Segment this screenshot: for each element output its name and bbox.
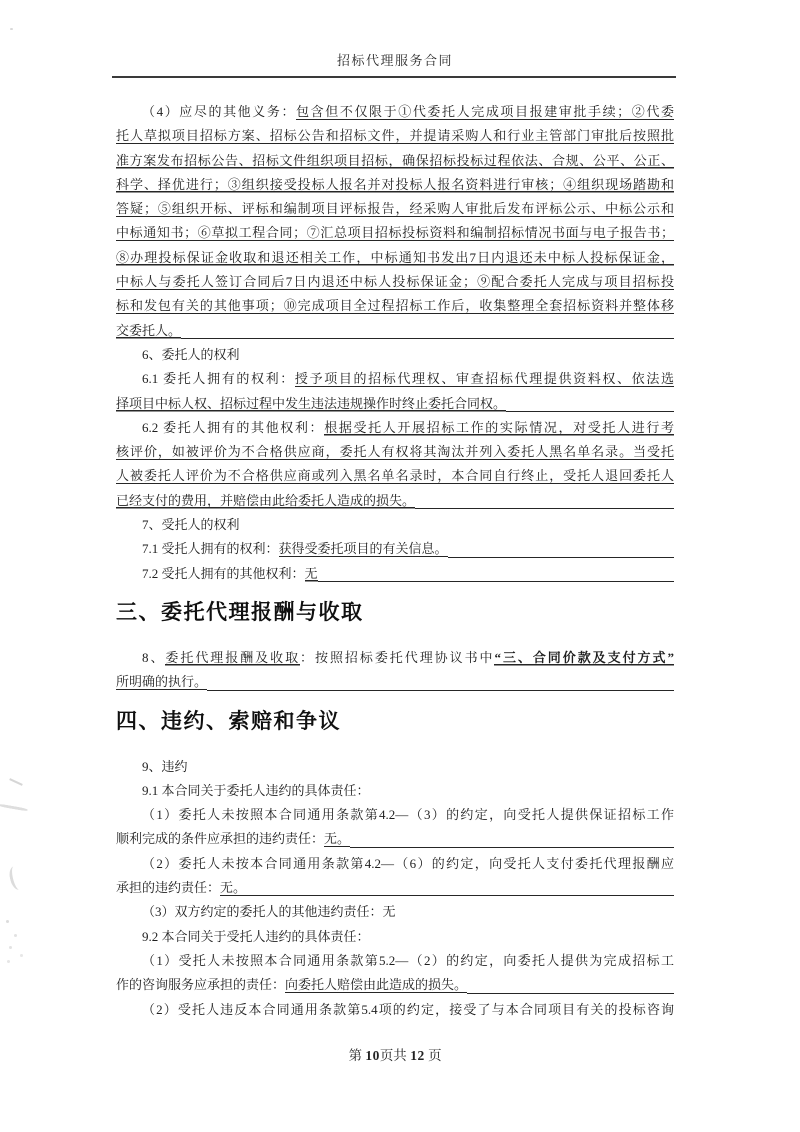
plain-text: 作的咨询服务应承担的责任：: [116, 977, 286, 993]
plain-text: 9、违约: [142, 758, 188, 774]
plain-text: 10: [365, 1048, 380, 1063]
plain-text: 7、受托人的权利: [142, 517, 240, 533]
underlined-text: 科学、择优进行；③组织接受投标人报名并对投标人报名资料进行审核；④组织现场踏勘和: [116, 176, 674, 192]
underlined-text: 交委托人。: [116, 322, 182, 338]
section-heading: [116, 598, 674, 628]
plain-text: 8、: [142, 649, 166, 665]
scan-smudge: [7, 865, 25, 891]
paragraph-line: [116, 852, 674, 876]
paragraph-line: [116, 100, 674, 124]
line-text: [142, 562, 318, 586]
paragraph-line: [116, 900, 674, 924]
underlined-text: 核评价，如被评价为不合格供应商，委托人有权将其淘汰并列入委托人黑名单名录。当受托: [116, 444, 674, 460]
line-text: [116, 827, 350, 851]
paragraph-line: [116, 319, 674, 343]
paragraph-line: [116, 343, 674, 367]
plain-text: 7.2 受托人拥有的其他权利：: [142, 565, 305, 581]
plain-text: 页: [424, 1048, 442, 1063]
underlined-text: 包含但不仅限于①代委托人完成项目报建审批手续；②代委: [296, 104, 674, 119]
paragraph-line: [116, 489, 674, 513]
underlined-text: 获得受委托项目的有关信息。: [278, 541, 448, 557]
line-text: [116, 489, 415, 513]
plain-text: （1）受托人未按照本合同通用条款第5.2—（2）的约定，向委托人提供为完成招标工: [142, 952, 674, 968]
page-footer: [116, 1044, 674, 1064]
paragraph-line: [116, 779, 674, 803]
underlined-text: 无。: [324, 831, 351, 847]
paragraph-line: [116, 416, 674, 440]
page-header-title: 招标代理服务合同: [336, 53, 453, 68]
blank-underline-trail: [207, 670, 674, 694]
paragraph-line: [116, 562, 674, 586]
paragraph-line: [116, 755, 674, 779]
underlined-text: 择项目中标人权、招标过程中发生违法违规操作时终止委托合同权。: [116, 395, 507, 411]
paragraph-line: [116, 367, 674, 391]
plain-text: 6.1 委托人拥有的权利：: [142, 371, 295, 387]
contract-body: [116, 100, 674, 1022]
scan-smudge: [0, 803, 28, 811]
paragraph-line: [116, 392, 674, 416]
paragraph-line: [116, 124, 674, 148]
underlined-text: 委托代理报酬及收取: [165, 649, 301, 665]
paragraph-line: [116, 646, 674, 670]
line-text: [116, 319, 181, 343]
paragraph-line: [116, 949, 674, 973]
section-heading: [116, 707, 674, 737]
line-text: [142, 537, 448, 561]
underlined-text: “三、合同价款及支付方式”: [494, 649, 674, 665]
blank-underline-trail: [448, 537, 674, 561]
underlined-text: 所明确的执行。: [116, 674, 208, 690]
paragraph-line: [116, 464, 674, 488]
scan-smudge: [10, 28, 13, 30]
header-rule: [112, 76, 676, 78]
plain-text: 三、委托代理报酬与收取: [116, 600, 364, 624]
plain-text: （4）应尽的其他义务：: [142, 104, 297, 119]
plain-text: 9.1 本合同关于委托人违约的具体责任：: [142, 782, 370, 798]
line-text: [116, 670, 207, 694]
blank-underline-trail: [318, 562, 674, 586]
underlined-text: 向委托人赔偿由此造成的损失。: [285, 977, 468, 993]
paragraph-line: [116, 827, 674, 851]
plain-text: 9.2 本合同关于受托人违约的具体责任：: [142, 928, 370, 944]
underlined-text: 人被委托人评价为不合格供应商或列入黑名单名录时，本合同自行终止，受托人退回委托人: [116, 468, 674, 484]
blank-underline-trail: [506, 392, 674, 416]
plain-text: （2）委托人未按本合同通用条款第4.2—（6）的约定，向受托人支付委托代理报酬应: [142, 855, 674, 871]
underlined-text: 无: [304, 565, 318, 581]
plain-text: 6.2 委托人拥有的其他权利：: [142, 419, 325, 435]
paragraph-line: [116, 803, 674, 827]
blank-underline-trail: [415, 489, 674, 513]
underlined-text: 中标人与委托人签订合同后7日内退还中标人投标保证金；⑨配合委托人完成与项目招标投: [116, 274, 674, 290]
paragraph-line: [116, 537, 674, 561]
paragraph-line: [116, 973, 674, 997]
underlined-text: 已经支付的费用，并赔偿由此给委托人造成的损失。: [116, 492, 416, 508]
plain-text: ：按照招标委托代理协议书中: [300, 649, 495, 665]
plain-text: （1）委托人未按照本合同通用条款第4.2—（3）的约定，向受托人提供保证招标工作: [142, 807, 674, 823]
plain-text: 页共: [379, 1048, 411, 1063]
paragraph-line: [116, 876, 674, 900]
plain-text: 12: [410, 1048, 425, 1063]
paragraph-line: [116, 270, 674, 294]
line-text: [116, 876, 246, 900]
paragraph-line: [116, 998, 674, 1022]
underlined-text: 托人草拟项目招标方案、招标公告和招标文件，并提请采购人和行业主管部门审批后按照批: [116, 128, 674, 144]
paragraph-line: [116, 173, 674, 197]
paragraph-line: [116, 197, 674, 221]
paragraph-line: [116, 440, 674, 464]
blank-underline-trail: [246, 876, 674, 900]
blank-underline-trail: [467, 973, 674, 997]
underlined-text: 标和发包有关的其他事项；⑩完成项目全过程招标工作后，收集整理全套招标资料并整体移: [116, 298, 674, 314]
paragraph-line: [116, 513, 674, 537]
underlined-text: 授予项目的招标代理权、审查招标代理提供资料权、依法选: [294, 371, 674, 387]
underlined-text: 中标通知书；⑥草拟工程合同；⑦汇总项目招标投标资料和编制招标情况书面与电子报告书；: [116, 225, 674, 241]
plain-text: 第: [348, 1048, 366, 1063]
underlined-text: 答疑；⑤组织开标、评标和编制项目评标报告，经采购人审批后发布评标公示、中标公示和: [116, 201, 674, 217]
plain-text: 承担的违约责任：: [116, 880, 221, 896]
plain-text: 6、委托人的权利: [142, 346, 240, 362]
plain-text: 顺利完成的条件应承担的违约责任：: [116, 831, 325, 847]
line-text: [116, 973, 467, 997]
blank-underline-trail: [350, 827, 674, 851]
scan-smudge: [6, 920, 9, 923]
underlined-text: 准方案发布招标公告、招标文件组织项目招标，确保招标投标过程依法、合规、公平、公正、: [116, 152, 674, 168]
blank-underline-trail: [181, 319, 674, 343]
scan-smudge: [9, 778, 23, 786]
paragraph-line: [116, 246, 674, 270]
plain-text: （3）双方约定的委托人的其他违约责任：无: [142, 904, 396, 920]
paragraph-line: [116, 221, 674, 245]
paragraph-line: [116, 149, 674, 173]
line-text: [116, 392, 506, 416]
paragraph-line: [116, 294, 674, 318]
paragraph-line: [116, 925, 674, 949]
underlined-text: ⑧办理投标保证金收取和退还相关工作，中标通知书发出7日内退还未中标人投标保证金，: [116, 249, 674, 265]
underlined-text: 根据受托人开展招标工作的实际情况，对受托人进行考: [324, 419, 674, 435]
plain-text: 7.1 受托人拥有的权利：: [142, 541, 279, 557]
paragraph-line: [116, 670, 674, 694]
plain-text: （2）受托人违反本合同通用条款第5.4项的约定，接受了与本合同项目有关的投标咨询: [142, 1001, 674, 1017]
plain-text: 四、违约、索赔和争议: [116, 709, 341, 733]
underlined-text: 无。: [220, 880, 247, 896]
